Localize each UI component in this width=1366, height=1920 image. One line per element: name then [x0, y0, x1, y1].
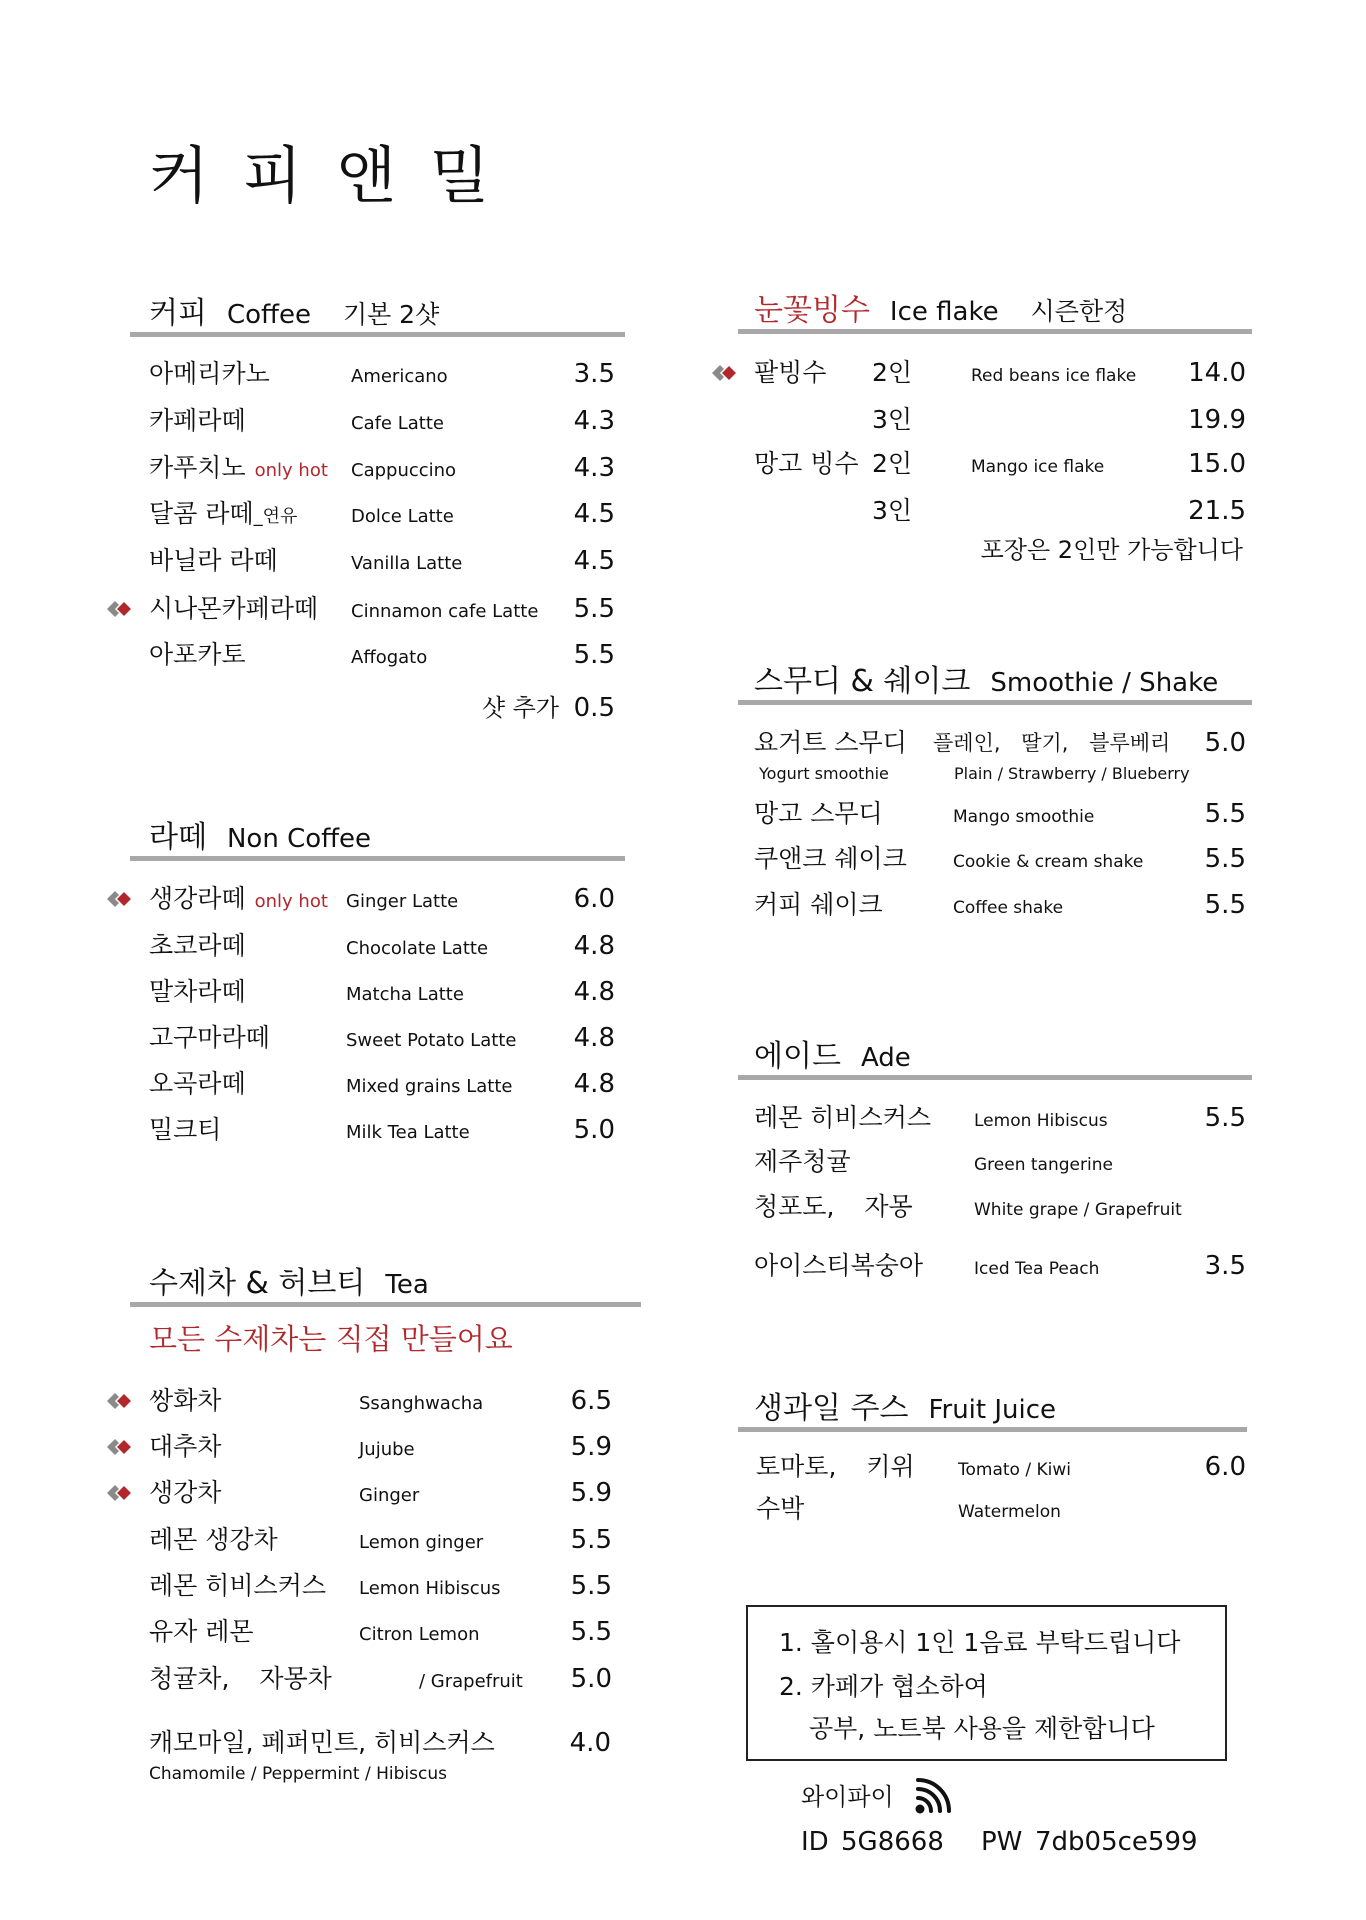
menu-item	[738, 355, 1252, 391]
item-name-ko: 레몬 히비스커스	[149, 1571, 326, 1600]
item-price: 3.5	[573, 359, 615, 389]
item-price: 4.8	[573, 931, 615, 961]
item-name	[149, 881, 328, 920]
item-name	[754, 796, 883, 832]
item-name-en: Green tangerine	[974, 1155, 1113, 1175]
item-name	[754, 841, 907, 877]
item-price: 4.8	[573, 977, 615, 1007]
smoothie-section-header	[738, 664, 1252, 705]
wifi-label: 와이파이	[801, 1783, 894, 1811]
menu-item	[130, 1614, 641, 1650]
item-price: 5.5	[1204, 799, 1246, 829]
item-name-ko: 생강라떼	[149, 884, 246, 913]
item-price: 19.9	[1188, 405, 1246, 435]
menu-item	[738, 493, 1252, 529]
juice-section-header	[738, 1391, 1247, 1432]
item-name-en: Iced Tea Peach	[974, 1259, 1100, 1279]
item-name	[149, 928, 246, 964]
page-title: 커 피 앤 밀	[149, 139, 492, 212]
item-name-ko: 초코라떼	[149, 931, 246, 960]
item-name	[754, 725, 907, 761]
only-hot-tag: only hot	[254, 460, 328, 481]
item-name-en: Mixed grains Latte	[346, 1076, 513, 1097]
item-name-ko: 요거트 스무디	[754, 728, 907, 757]
item-name-ko: 카페라떼	[149, 406, 246, 435]
item-name	[149, 1522, 278, 1558]
wifi-pw-value: 7db05ce599	[1035, 1827, 1198, 1857]
recommend-diamond-icon	[106, 1483, 136, 1503]
item-name-en: Chocolate Latte	[346, 938, 489, 959]
menu-item	[130, 356, 625, 392]
house-rule-line: 1. 홀이용시 1인 1음료 부탁드립니다	[779, 1628, 1181, 1657]
menu-item	[738, 446, 1252, 482]
item-price: 4.5	[573, 546, 615, 576]
item-name-ko: 쌍화차	[149, 1386, 222, 1415]
item-name-en: Tomato / Kiwi	[958, 1460, 1071, 1480]
item-name-en: Matcha Latte	[346, 984, 464, 1005]
takeout-note: 포장은 2인만 가능합니다	[980, 536, 1243, 564]
item-name	[149, 450, 328, 489]
item-price: 6.5	[570, 1386, 612, 1416]
item-name	[149, 1020, 270, 1056]
menu-item	[130, 881, 625, 917]
item-price: 5.0	[573, 1115, 615, 1145]
item-price: 5.9	[570, 1478, 612, 1508]
section-title-ko: 라떼	[149, 820, 207, 855]
menu-item	[130, 637, 625, 673]
item-name-ko: 아포카토	[149, 640, 246, 669]
item-price: 6.0	[573, 884, 615, 914]
item-name-ko: 바닐라 라떼	[149, 546, 278, 575]
item-name-ko: 쿠앤크 쉐이크	[754, 844, 907, 873]
recommend-diamond-icon	[106, 889, 136, 909]
section-title-en: Ice flake	[889, 297, 999, 327]
item-name-ko: 아이스티복숭아	[754, 1251, 924, 1280]
item-name-en: Lemon Hibiscus	[359, 1578, 501, 1599]
item-name-ko: 고구마라떼	[149, 1023, 270, 1052]
section-title-ko: 커피	[149, 296, 207, 331]
item-price: 5.0	[1204, 728, 1246, 758]
menu-item	[130, 1066, 625, 1102]
item-name	[149, 1112, 221, 1148]
item-price: 5.5	[1204, 890, 1246, 920]
only-hot-tag: only hot	[254, 891, 328, 912]
serving-size: 3인	[872, 496, 913, 525]
menu-item	[738, 1144, 1252, 1180]
flavor-options-ko: 플레인, 딸기, 블루베리	[933, 731, 1171, 755]
recommend-diamond-icon	[106, 599, 136, 619]
house-rules-box	[746, 1605, 1227, 1761]
menu-item	[738, 1248, 1252, 1284]
item-price: 5.5	[570, 1525, 612, 1555]
menu-item	[130, 543, 625, 579]
item-name-en: Ginger	[359, 1485, 420, 1506]
extra-shot-row	[130, 690, 625, 726]
item-name-ko: 말차라떼	[149, 977, 246, 1006]
menu-item	[130, 1475, 641, 1511]
item-price: 3.5	[1204, 1251, 1246, 1281]
item-price: 15.0	[1188, 449, 1246, 479]
menu-item	[738, 1449, 1252, 1485]
item-name-ko: 아메리카노	[149, 359, 270, 388]
item-name-suffix: _연유	[253, 506, 298, 527]
section-title-en: Coffee	[226, 300, 311, 330]
item-name-ko: 유자 레몬	[149, 1617, 254, 1646]
wifi-id-label: ID	[801, 1827, 829, 1857]
item-name-en: Lemon ginger	[359, 1532, 484, 1553]
tea-handmade-notice: 모든 수제차는 직접 만들어요	[149, 1322, 513, 1356]
item-name-ko: 망고 빙수	[754, 449, 859, 478]
serving-size: 2인	[872, 358, 913, 387]
item-name	[754, 446, 859, 482]
item-name-en: / Grapefruit	[419, 1671, 523, 1692]
item-price: 14.0	[1188, 358, 1246, 388]
item-price: 5.0	[570, 1664, 612, 1694]
item-name	[149, 637, 246, 673]
item-name-ko: 제주청귤	[754, 1147, 851, 1176]
item-name-ko: 밀크티	[149, 1115, 222, 1144]
item-name	[149, 403, 246, 439]
item-name-en: Vanilla Latte	[351, 553, 463, 574]
item-name-en: Cinnamon cafe Latte	[351, 601, 539, 622]
item-name-ko: 토마토, 키위	[756, 1452, 915, 1481]
menu-item	[738, 402, 1252, 438]
item-price: 4.8	[573, 1023, 615, 1053]
item-name	[149, 1661, 332, 1697]
item-name	[754, 1100, 931, 1136]
item-name	[149, 1429, 221, 1465]
ade-section-header	[738, 1039, 1252, 1080]
serving-size: 3인	[872, 405, 913, 434]
menu-item	[130, 1020, 625, 1056]
item-price: 4.0	[569, 1728, 611, 1758]
extra-shot-price: 0.5	[573, 693, 615, 723]
recommend-diamond-icon	[711, 363, 741, 383]
extra-shot-label: 샷 추가	[481, 694, 559, 722]
menu-item	[738, 1491, 1252, 1527]
coffee-section-header	[130, 296, 625, 337]
item-name-ko: 망고 스무디	[754, 799, 883, 828]
item-name	[149, 496, 297, 535]
item-name-en: Affogato	[351, 647, 428, 668]
item-name-ko: 캐모마일, 페퍼민트, 히비스커스	[149, 1728, 495, 1757]
wifi-pw-label: PW	[981, 1827, 1023, 1857]
item-name	[754, 1189, 913, 1225]
item-price: 6.0	[1204, 1452, 1246, 1482]
item-name-en: Cappuccino	[351, 460, 457, 481]
menu-item	[738, 887, 1252, 923]
item-name-ko: 달콤 라떼	[149, 499, 254, 528]
item-name	[149, 1568, 326, 1604]
item-name-en: White grape / Grapefruit	[974, 1200, 1182, 1220]
menu-item	[738, 841, 1252, 877]
menu-item	[130, 496, 625, 532]
wifi-icon	[913, 1778, 953, 1816]
section-note: 시즌한정	[1030, 297, 1128, 326]
item-name-en: Dolce Latte	[351, 506, 454, 527]
menu-item	[130, 1112, 625, 1148]
item-name-ko: 카푸치노	[149, 453, 246, 482]
section-title-ko: 눈꽃빙수	[754, 293, 870, 328]
item-name	[149, 1066, 246, 1102]
item-name-en: Coffee shake	[953, 898, 1064, 918]
non-coffee-section-header	[130, 820, 625, 861]
yogurt-smoothie-row	[738, 725, 1252, 761]
item-name	[149, 356, 270, 392]
tea-section-header	[130, 1266, 641, 1307]
item-name	[754, 355, 826, 391]
menu-item	[130, 1429, 641, 1465]
recommend-diamond-icon	[106, 1391, 136, 1411]
wifi-id-value: 5G8668	[841, 1827, 944, 1857]
menu-item	[130, 1568, 641, 1604]
item-name-ko: 대추차	[149, 1432, 222, 1461]
item-name	[754, 887, 883, 923]
item-name	[149, 591, 318, 627]
section-title-en: Non Coffee	[226, 824, 372, 854]
item-name	[754, 1248, 923, 1284]
item-price: 5.5	[570, 1617, 612, 1647]
section-note: 기본 2샷	[342, 300, 440, 329]
section-title-en: Tea	[385, 1270, 429, 1300]
item-name	[149, 1725, 495, 1761]
item-name	[756, 1491, 804, 1527]
serving-size: 2인	[872, 449, 913, 478]
menu-item	[130, 1383, 641, 1419]
item-name-en: Jujube	[359, 1439, 415, 1460]
item-name	[149, 1475, 221, 1511]
item-name-ko: 팥빙수	[754, 358, 827, 387]
item-name	[149, 543, 278, 579]
item-price: 5.5	[573, 640, 615, 670]
item-name-en: Milk Tea Latte	[346, 1122, 470, 1143]
menu-item	[130, 403, 625, 439]
recommend-diamond-icon	[106, 1437, 136, 1457]
item-price: 5.5	[570, 1571, 612, 1601]
herb-tea-row	[130, 1725, 641, 1761]
item-price: 5.5	[573, 594, 615, 624]
ice-flake-section-header	[738, 293, 1252, 334]
item-name-ko: 오곡라떼	[149, 1069, 246, 1098]
herb-tea-english: Chamomile / Peppermint / Hibiscus	[149, 1764, 447, 1784]
item-name	[756, 1449, 915, 1485]
item-price: 4.3	[573, 453, 615, 483]
item-price: 5.9	[570, 1432, 612, 1462]
section-title-ko: 수제차 & 허브티	[149, 1266, 366, 1301]
item-name-en: Red beans ice flake	[971, 366, 1137, 386]
section-title-ko: 에이드	[754, 1039, 841, 1074]
item-name-en: Cafe Latte	[351, 413, 444, 434]
section-title-ko: 스무디 & 쉐이크	[754, 664, 971, 699]
flavor-options-en: Plain / Strawberry / Blueberry	[954, 764, 1190, 783]
item-name-en: Cookie & cream shake	[953, 852, 1144, 872]
item-name-ko: 청귤차, 자몽차	[149, 1664, 332, 1693]
menu-item	[130, 1661, 641, 1697]
item-name-ko: 생강차	[149, 1478, 222, 1507]
house-rule-line: 공부, 노트북 사용을 제한합니다	[809, 1714, 1155, 1743]
menu-item	[130, 450, 625, 486]
section-title-en: Ade	[860, 1043, 911, 1073]
item-name-en: Mango smoothie	[953, 807, 1095, 827]
item-name-ko: 청포도, 자몽	[754, 1192, 913, 1221]
section-title-en: Smoothie / Shake	[990, 668, 1219, 698]
item-name	[149, 974, 246, 1010]
item-name-en: Citron Lemon	[359, 1624, 480, 1645]
item-name-en: Watermelon	[958, 1502, 1061, 1522]
item-name-ko: 레몬 생강차	[149, 1525, 278, 1554]
item-name-ko: 시나몬카페라떼	[149, 594, 319, 623]
item-name-en: Mango ice flake	[971, 457, 1105, 477]
item-name-en: Lemon Hibiscus	[974, 1111, 1108, 1131]
item-name-en: Americano	[351, 366, 448, 387]
menu-item	[738, 1100, 1252, 1136]
menu-item	[130, 928, 625, 964]
section-title-en: Fruit Juice	[928, 1395, 1057, 1425]
ice-flake-note-row	[738, 532, 1252, 568]
item-name-en: Sweet Potato Latte	[346, 1030, 517, 1051]
item-name-ko: 커피 쉐이크	[754, 890, 883, 919]
item-name	[149, 1614, 254, 1650]
house-rule-line: 2. 카페가 협소하여	[779, 1672, 988, 1701]
item-name-ko: 레몬 히비스커스	[754, 1103, 931, 1132]
menu-item	[738, 1189, 1252, 1225]
menu-item	[130, 974, 625, 1010]
menu-item	[130, 1522, 641, 1558]
item-price: 5.5	[1204, 1103, 1246, 1133]
item-price: 21.5	[1188, 496, 1246, 526]
item-name-ko: 수박	[756, 1494, 805, 1523]
item-price: 4.5	[573, 499, 615, 529]
item-name-en: Ginger Latte	[346, 891, 459, 912]
yogurt-smoothie-english: Yogurt smoothie	[759, 764, 889, 783]
item-price: 5.5	[1204, 844, 1246, 874]
item-name-en: Ssanghwacha	[359, 1393, 484, 1414]
item-price: 4.3	[573, 406, 615, 436]
menu-item	[738, 796, 1252, 832]
item-name	[149, 1383, 221, 1419]
item-name	[754, 1144, 851, 1180]
item-price: 4.8	[573, 1069, 615, 1099]
menu-item	[130, 591, 625, 627]
section-title-ko: 생과일 주스	[754, 1391, 909, 1426]
